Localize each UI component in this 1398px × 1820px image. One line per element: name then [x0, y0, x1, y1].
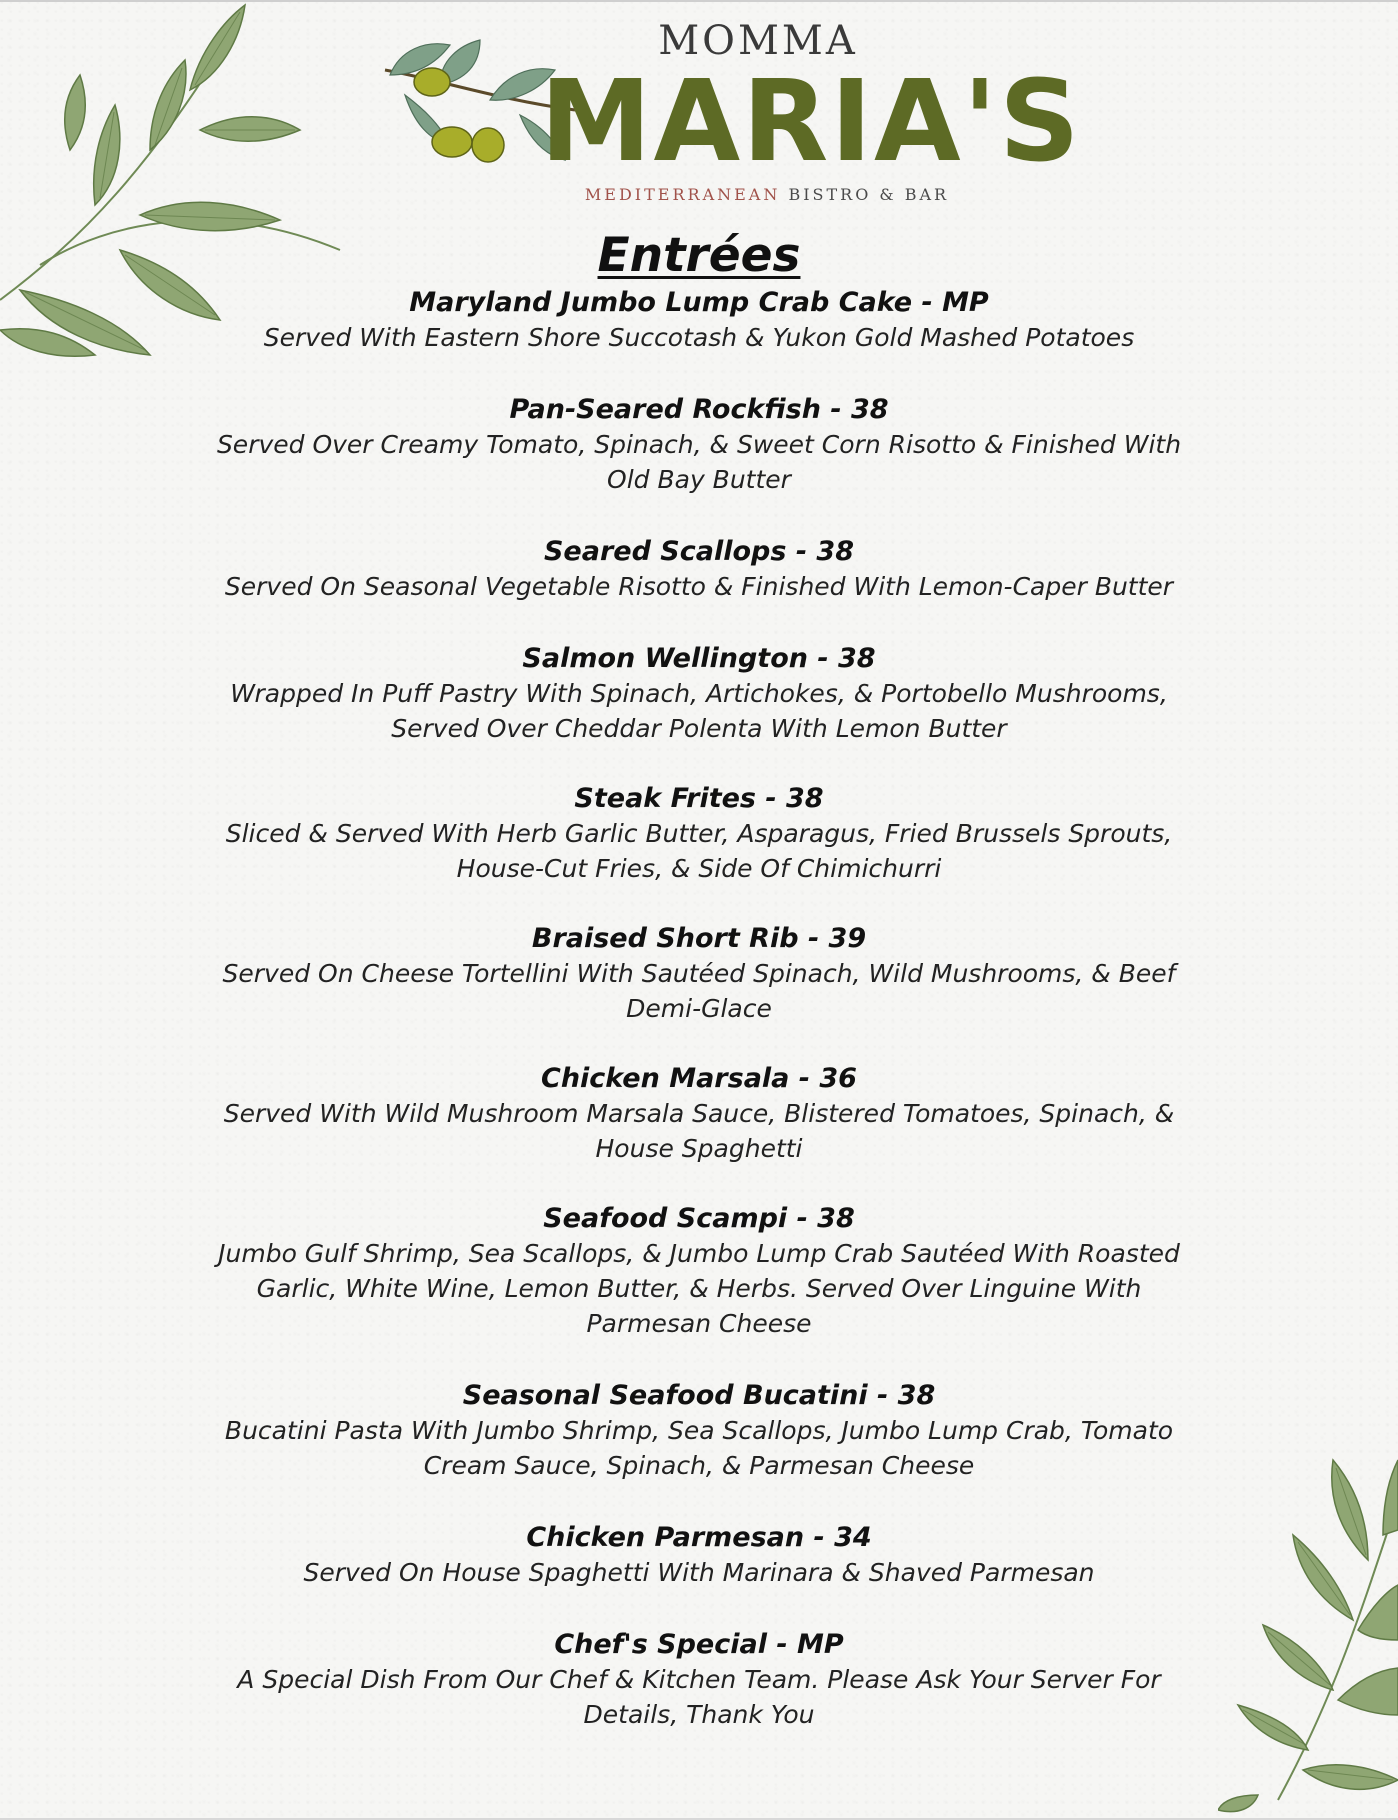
entrees-menu [0, 228, 1398, 1770]
menu-item-description: Served On Cheese Tortellini With Sautéed Spinach, Wild Mushrooms, & Beef Demi-Glace [222, 959, 1176, 1023]
menu-item-name: Pan-Seared Rockfish - 38 [509, 394, 889, 425]
section-title: Entrées [597, 228, 801, 283]
menu-item-description: Served With Wild Mushroom Marsala Sauce, Blistered Tomatoes, Spinach, & House Spaghetti [223, 1099, 1175, 1163]
menu-item-name: Chicken Marsala - 36 [541, 1063, 857, 1094]
menu-item-description: Sliced & Served With Herb Garlic Butter, Asparagus, Fried Brussels Sprouts, House-Cut Fries, & Side Of Chimichurri [225, 819, 1173, 883]
menu-item-name: Seared Scallops - 38 [543, 536, 855, 567]
menu-item [199, 1202, 1199, 1341]
menu-item [199, 1379, 1199, 1483]
logo-momma-text: MOMMA [658, 18, 858, 64]
menu-item-name: Steak Frites - 38 [574, 783, 824, 814]
menu-item-description: A Special Dish From Our Chef & Kitchen Team. Please Ask Your Server For Details, Thank You [237, 1665, 1161, 1729]
logo-tagline [567, 185, 967, 204]
olive-branch-bottom-right [1218, 1440, 1398, 1820]
menu-item [199, 286, 1199, 355]
menu-item [199, 1628, 1199, 1732]
menu-item [199, 1521, 1199, 1590]
menu-item-description: Served On Seasonal Vegetable Risotto & Finished With Lemon-Caper Butter [224, 572, 1174, 601]
tagline-mediterranean: MEDITERRANEAN [584, 185, 781, 204]
menu-item [199, 1062, 1199, 1166]
menu-item-description: Served Over Creamy Tomato, Spinach, & Sweet Corn Risotto & Finished With Old Bay Butter [216, 430, 1182, 494]
menu-item-name: Salmon Wellington - 38 [522, 643, 876, 674]
menu-item-description: Served With Eastern Shore Succotash & Yukon Gold Mashed Potatoes [263, 323, 1135, 352]
logo-marias-text: MARIA'S [540, 57, 1082, 187]
menu-item-name: Chef's Special - MP [554, 1629, 844, 1660]
menu-item-description: Jumbo Gulf Shrimp, Sea Scallops, & Jumbo Lump Crab Sautéed With Roasted Garlic, White Wine, Lemon Butter, & Herbs. Served Over Linguine With Parmesan Cheese [218, 1239, 1180, 1338]
menu-item-name: Braised Short Rib - 39 [531, 923, 867, 954]
menu-item-name: Chicken Parmesan - 34 [526, 1522, 872, 1553]
menu-item-name: Maryland Jumbo Lump Crab Cake - MP [409, 287, 989, 318]
menu-item [199, 535, 1199, 604]
menu-item-description: Wrapped In Puff Pastry With Spinach, Artichokes, & Portobello Mushrooms, Served Over Cheddar Polenta With Lemon Butter [230, 679, 1168, 743]
restaurant-logo [380, 18, 1082, 208]
menu-item [199, 782, 1199, 886]
tagline-bistro-bar: BISTRO & BAR [780, 185, 950, 204]
menu-item-description: Bucatini Pasta With Jumbo Shrimp, Sea Scallops, Jumbo Lump Crab, Tomato Cream Sauce, Spinach, & Parmesan Cheese [224, 1416, 1174, 1480]
menu-item [199, 393, 1199, 497]
menu-item-description: Served On House Spaghetti With Marinara & Shaved Parmesan [303, 1558, 1095, 1587]
menu-item-name: Seasonal Seafood Bucatini - 38 [462, 1380, 936, 1411]
menu-item [199, 922, 1199, 1026]
menu-item-name: Seafood Scampi - 38 [543, 1203, 855, 1234]
menu-item [199, 642, 1199, 746]
